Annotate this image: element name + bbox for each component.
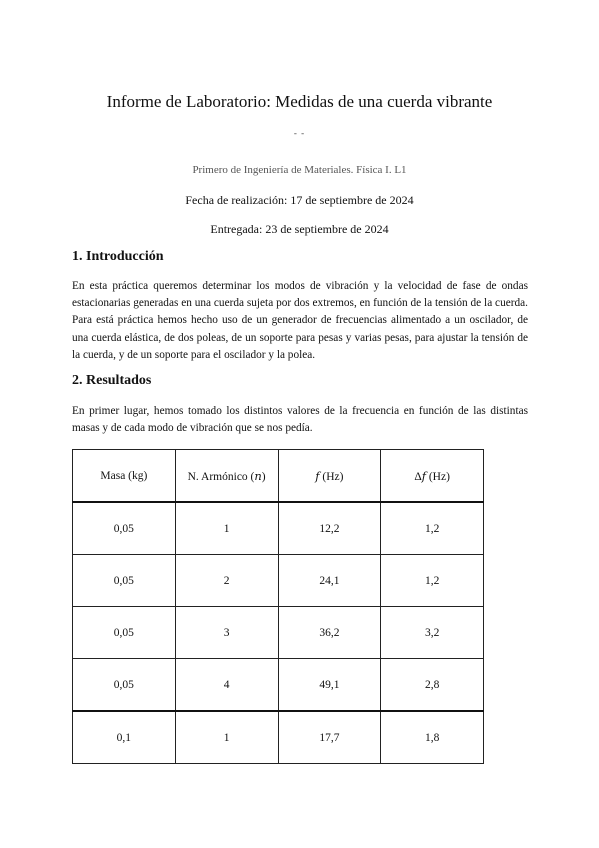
table-cell: 3 bbox=[175, 607, 278, 659]
table-header-row bbox=[73, 450, 484, 503]
table-cell: 0,05 bbox=[73, 502, 176, 555]
table-cell: 49,1 bbox=[278, 659, 381, 712]
date-delivered: Entregada: 23 de septiembre de 2024 bbox=[210, 222, 389, 236]
table-cell: 4 bbox=[175, 659, 278, 712]
column-header-harmonic: N. Armónico (𝑛) bbox=[175, 450, 278, 503]
table-cell: 0,05 bbox=[73, 659, 176, 712]
table-cell: 2 bbox=[175, 555, 278, 607]
table-cell: 2,8 bbox=[381, 659, 484, 712]
table-cell: 0,05 bbox=[73, 555, 176, 607]
table-row bbox=[73, 607, 484, 659]
table-cell: 0,05 bbox=[73, 607, 176, 659]
table-cell: 1,2 bbox=[381, 502, 484, 555]
table-row bbox=[73, 555, 484, 607]
section-heading-results: 2. Resultados bbox=[72, 373, 152, 388]
column-header-frequency-error: Δ𝑓 (Hz) bbox=[381, 450, 484, 503]
table-row bbox=[73, 502, 484, 555]
table-cell: 12,2 bbox=[278, 502, 381, 555]
results-paragraph: En primer lugar, hemos tomado los distintos valores de la frecuencia en función de las distintas masas y de cada modo de vibración que se nos pedía. bbox=[72, 405, 528, 435]
table-cell: 1 bbox=[175, 711, 278, 764]
table-cell: 1,8 bbox=[381, 711, 484, 764]
table-cell: 24,1 bbox=[278, 555, 381, 607]
table-cell: 1,2 bbox=[381, 555, 484, 607]
affiliation-line: Primero de Ingeniería de Materiales. Física I. L1 bbox=[192, 164, 407, 176]
column-header-frequency: 𝑓 (Hz) bbox=[278, 450, 381, 503]
results-table bbox=[72, 449, 484, 764]
table-row bbox=[73, 659, 484, 712]
section-heading-introduction: 1. Introducción bbox=[72, 249, 164, 264]
column-header-mass: Masa (kg) bbox=[73, 450, 176, 503]
author-line: - - bbox=[293, 128, 306, 138]
table-cell: 1 bbox=[175, 502, 278, 555]
table-cell: 0,1 bbox=[73, 711, 176, 764]
introduction-paragraph: En esta práctica queremos determinar los modos de vibración y la velocidad de fase de ondas estacionarias generadas en una cuerda sujeta por dos extremos, en función de la tensión de la cuerda. Para está práctica hemos hecho uso de un generador de frecuencias alimentado a un oscilador, de una cuerda elástica, de dos poleas, de un soporte para pesas y varias pesas, para ajustar la tensión de la cuerda, y de un soporte para el oscilador y la polea. bbox=[72, 280, 528, 361]
table-row bbox=[73, 711, 484, 764]
table-cell: 36,2 bbox=[278, 607, 381, 659]
date-done: Fecha de realización: 17 de septiembre de 2024 bbox=[185, 193, 414, 207]
document-title: Informe de Laboratorio: Medidas de una cuerda vibrante bbox=[106, 92, 493, 111]
table-cell: 17,7 bbox=[278, 711, 381, 764]
table-cell: 3,2 bbox=[381, 607, 484, 659]
